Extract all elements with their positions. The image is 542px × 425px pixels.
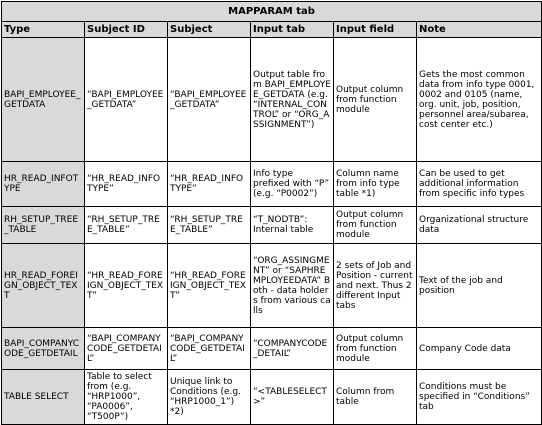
cell-type: TABLE SELECT: [2, 370, 85, 425]
cell-note: Conditions must be specified in “Conditions” tab: [417, 370, 542, 425]
cell-subject-id: “RH_SETUP_TREE_TABLE”: [85, 207, 168, 244]
table-row: [2, 207, 542, 244]
cell-input-tab: Info type prefixed with “P” (e.g. “P0002”): [251, 162, 334, 207]
cell-input-field: 2 sets of Job and Position - current and next. Thus 2 different Input tabs: [334, 244, 417, 328]
table-row: [2, 370, 542, 425]
column-header-subject-id: Subject ID: [85, 22, 168, 38]
cell-input-field: Output column from function module: [334, 328, 417, 370]
cell-note: Can be used to get additional information from specific info types: [417, 162, 542, 207]
cell-input-field: Column from table: [334, 370, 417, 425]
cell-note: Text of the job and position: [417, 244, 542, 328]
cell-input-tab: “T_NODTB”: Internal table: [251, 207, 334, 244]
cell-type: HR_READ_INFOTYPE: [2, 162, 85, 207]
cell-subject: “BAPI_EMPLOYEE_GETDATA”: [168, 38, 251, 162]
cell-note: Gets the most common data from info type 0001, 0002 and 0105 (name, org. unit, job, position, personnel area/subarea, cost center etc.): [417, 38, 542, 162]
cell-input-field: Column name from info type table *1): [334, 162, 417, 207]
cell-subject-id: “HR_READ_FOREIGN_OBJECT_TEXT”: [85, 244, 168, 328]
cell-subject-id: “BAPI_EMPLOYEE_GETDATA”: [85, 38, 168, 162]
cell-subject: “RH_SETUP_TREE_TABLE”: [168, 207, 251, 244]
cell-input-tab: “ORG_ASSINGMENT” or “SAPHREMPLOYEEDATA” Both - data holders from various calls: [251, 244, 334, 328]
cell-subject: “HR_READ_INFOTYPE”: [168, 162, 251, 207]
table-row: [2, 328, 542, 370]
column-header-input-tab: Input tab: [251, 22, 334, 38]
table-row: [2, 244, 542, 328]
cell-input-tab: “<TABLESELECT>”: [251, 370, 334, 425]
cell-subject: “BAPI_COMPANYCODE_GETDETAIL”: [168, 328, 251, 370]
table-title: MAPPARAM tab: [2, 2, 542, 22]
cell-note: Organizational structure data: [417, 207, 542, 244]
column-header-note: Note: [417, 22, 542, 38]
cell-subject-id: “HR_READ_INFOTYPE”: [85, 162, 168, 207]
cell-subject-id: Table to select from (e.g. “HRP1000”, “PA0006”, “T500P”): [85, 370, 168, 425]
cell-type: HR_READ_FOREIGN_OBJECT_TEXT: [2, 244, 85, 328]
cell-input-field: Output column from function module: [334, 207, 417, 244]
cell-input-field: Output column from function module: [334, 38, 417, 162]
table-row: [2, 162, 542, 207]
cell-note: Company Code data: [417, 328, 542, 370]
cell-type: RH_SETUP_TREE_TABLE: [2, 207, 85, 244]
cell-input-tab: “COMPANYCODE_DETAIL”: [251, 328, 334, 370]
cell-type: BAPI_EMPLOYEE_GETDATA: [2, 38, 85, 162]
cell-type: BAPI_COMPANYCODE_GETDETAIL: [2, 328, 85, 370]
table-row: [2, 38, 542, 162]
cell-input-tab: Output table from BAPI_EMPLOYEE_GETDATA (e.g. “INTERNAL_CONTROL” or “ORG_ASSIGNMENT”): [251, 38, 334, 162]
cell-subject: Unique link to Conditions (e.g. “HRP1000_1”) *2): [168, 370, 251, 425]
cell-subject: “HR_READ_FOREIGN_OBJECT_TEXT”: [168, 244, 251, 328]
column-header-type: Type: [2, 22, 85, 38]
cell-subject-id: “BAPI_COMPANYCODE_GETDETAIL”: [85, 328, 168, 370]
mapparam-table: [1, 1, 542, 425]
column-header-input-field: Input field: [334, 22, 417, 38]
column-header-subject: Subject: [168, 22, 251, 38]
